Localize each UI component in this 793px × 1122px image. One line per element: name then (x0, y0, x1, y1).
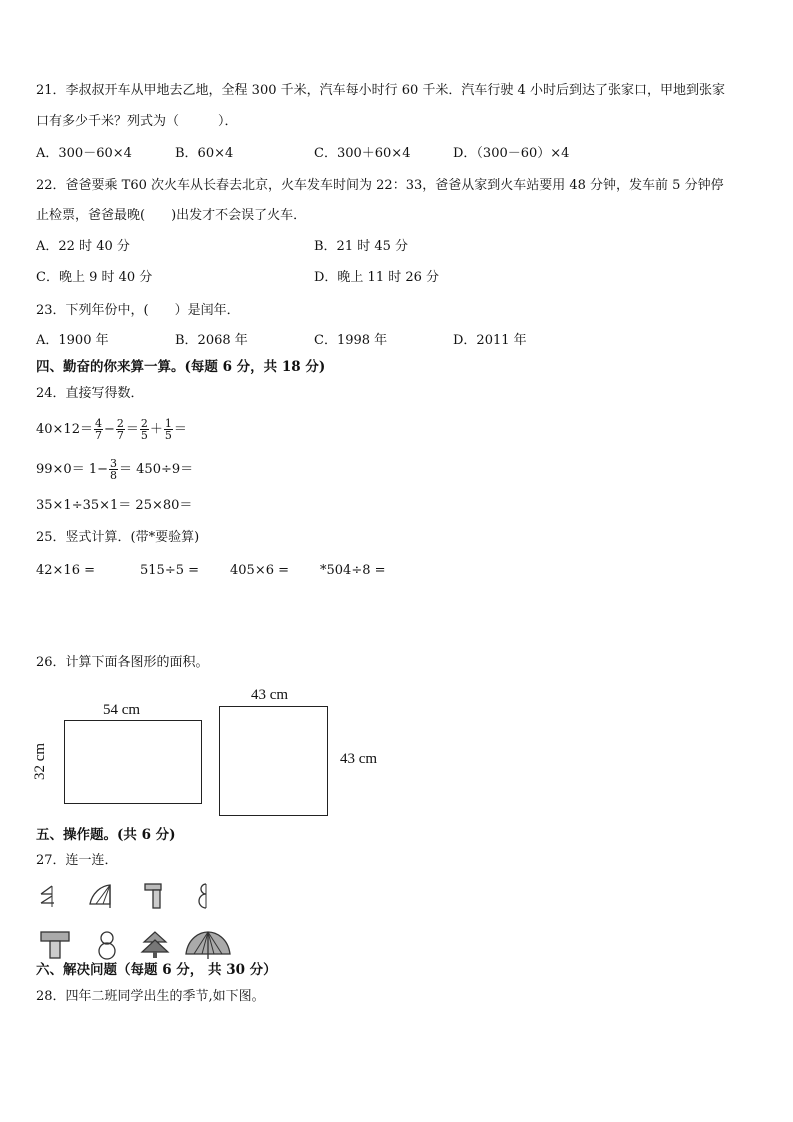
q24-row1 (36, 415, 187, 445)
fraction-denominator: 5 (140, 429, 148, 442)
fraction-numerator: 3 (110, 457, 118, 470)
equals-sign: ＝ (173, 422, 187, 437)
q21-option-a: A．300－60×4 (36, 146, 132, 161)
fraction-4-7 (94, 418, 103, 441)
q25-title: 25．竖式计算．(带*要验算) (36, 530, 200, 545)
fraction-numerator: 4 (94, 417, 102, 430)
fraction-2-5 (140, 418, 149, 441)
q23-option-a: A．1900 年 (36, 333, 109, 348)
q25-item-1: 42×16 = (36, 563, 96, 578)
half-umbrella-icon (88, 882, 114, 908)
q21-option-c: C．300＋60×4 (314, 146, 411, 161)
umbrella-icon (184, 930, 232, 960)
q28-title: 28．四年二班同学出生的季节,如下图。 (36, 989, 265, 1004)
q24-expr-99x0: 99×0＝ 1− (36, 462, 109, 477)
q22-option-a: A．22 时 40 分 (36, 239, 130, 254)
section4-title: 四、勤奋的你来算一算。(每题 6 分，共 18 分) (36, 359, 326, 375)
q25-item-3: 405×6 = (230, 563, 290, 578)
rectangle-figure (64, 720, 202, 804)
q26-title: 26．计算下面各图形的面积。 (36, 655, 209, 670)
minus-sign: − (103, 422, 115, 437)
q21-line2: 口有多少千米？列式为（ ）． (36, 114, 238, 129)
q23-option-d: D．2011 年 (453, 333, 527, 348)
q24-row2 (36, 455, 193, 485)
q21-option-d: D．（300－60）×4 (453, 146, 570, 161)
q27-title: 27．连一连． (36, 853, 118, 868)
half-tree-icon (38, 884, 58, 910)
q25-item-4: *504÷8 = (320, 563, 386, 578)
q22-option-b: B．21 时 45 分 (314, 239, 409, 254)
equals-sign: ＝ (125, 422, 139, 437)
fraction-1-5 (164, 418, 173, 441)
fraction-numerator: 2 (140, 417, 148, 430)
mushroom-icon (40, 930, 70, 960)
tree-icon (140, 930, 170, 960)
q23-option-c: C．1998 年 (314, 333, 388, 348)
fraction-denominator: 8 (110, 469, 118, 482)
q22-option-c: C．晚上 9 时 40 分 (36, 270, 153, 285)
q21-line1: 21．李叔叔开车从甲地去乙地，全程 300 千米，汽车每小时行 60 千米．汽车行驶 4 小时后到达了张家口，甲地到张家 (36, 83, 725, 98)
q24-row3: 35×1÷35×1＝ 25×80＝ (36, 498, 193, 513)
q24-expr-40x12: 40×12＝ (36, 422, 93, 437)
fraction-denominator: 7 (116, 429, 124, 442)
square-top-label: 43 cm (251, 687, 289, 703)
fraction-numerator: 2 (116, 417, 124, 430)
section6-title: 六、解决问题（每题 6 分， 共 30 分） (36, 962, 277, 978)
half-mushroom-icon (143, 882, 163, 910)
q24-title: 24．直接写得数． (36, 386, 144, 401)
plus-sign: ＋ (149, 422, 163, 437)
q24-expr-450div9: ＝ 450÷9＝ (119, 462, 194, 477)
fraction-3-8 (109, 458, 118, 481)
rect-width-label: 54 cm (103, 702, 141, 718)
q25-item-2: 515÷5 = (140, 563, 200, 578)
q22-line2: 止检票，爸爸最晚( )出发才不会误了火车． (36, 208, 307, 223)
q22-option-d: D．晚上 11 时 26 分 (314, 270, 440, 285)
snowman-icon (96, 930, 118, 960)
fraction-denominator: 7 (94, 429, 102, 442)
q23-option-b: B．2068 年 (175, 333, 248, 348)
fraction-denominator: 5 (164, 429, 172, 442)
q23-line1: 23．下列年份中，( ）是闰年． (36, 303, 240, 318)
section5-title: 五、操作题。(共 6 分) (36, 827, 176, 843)
square-side-label: 43 cm (340, 751, 378, 767)
rect-height-label: 32 cm (32, 742, 49, 781)
square-figure (219, 706, 328, 816)
q21-option-b: B．60×4 (175, 146, 234, 161)
half-snowman-icon (195, 882, 209, 910)
q22-line1: 22．爸爸要乘 T60 次火车从长春去北京，火车发车时间为 22：33，爸爸从家到火车站要用 48 分钟，发车前 5 分钟停 (36, 178, 724, 193)
fraction-numerator: 1 (164, 417, 172, 430)
fraction-2-7 (116, 418, 125, 441)
